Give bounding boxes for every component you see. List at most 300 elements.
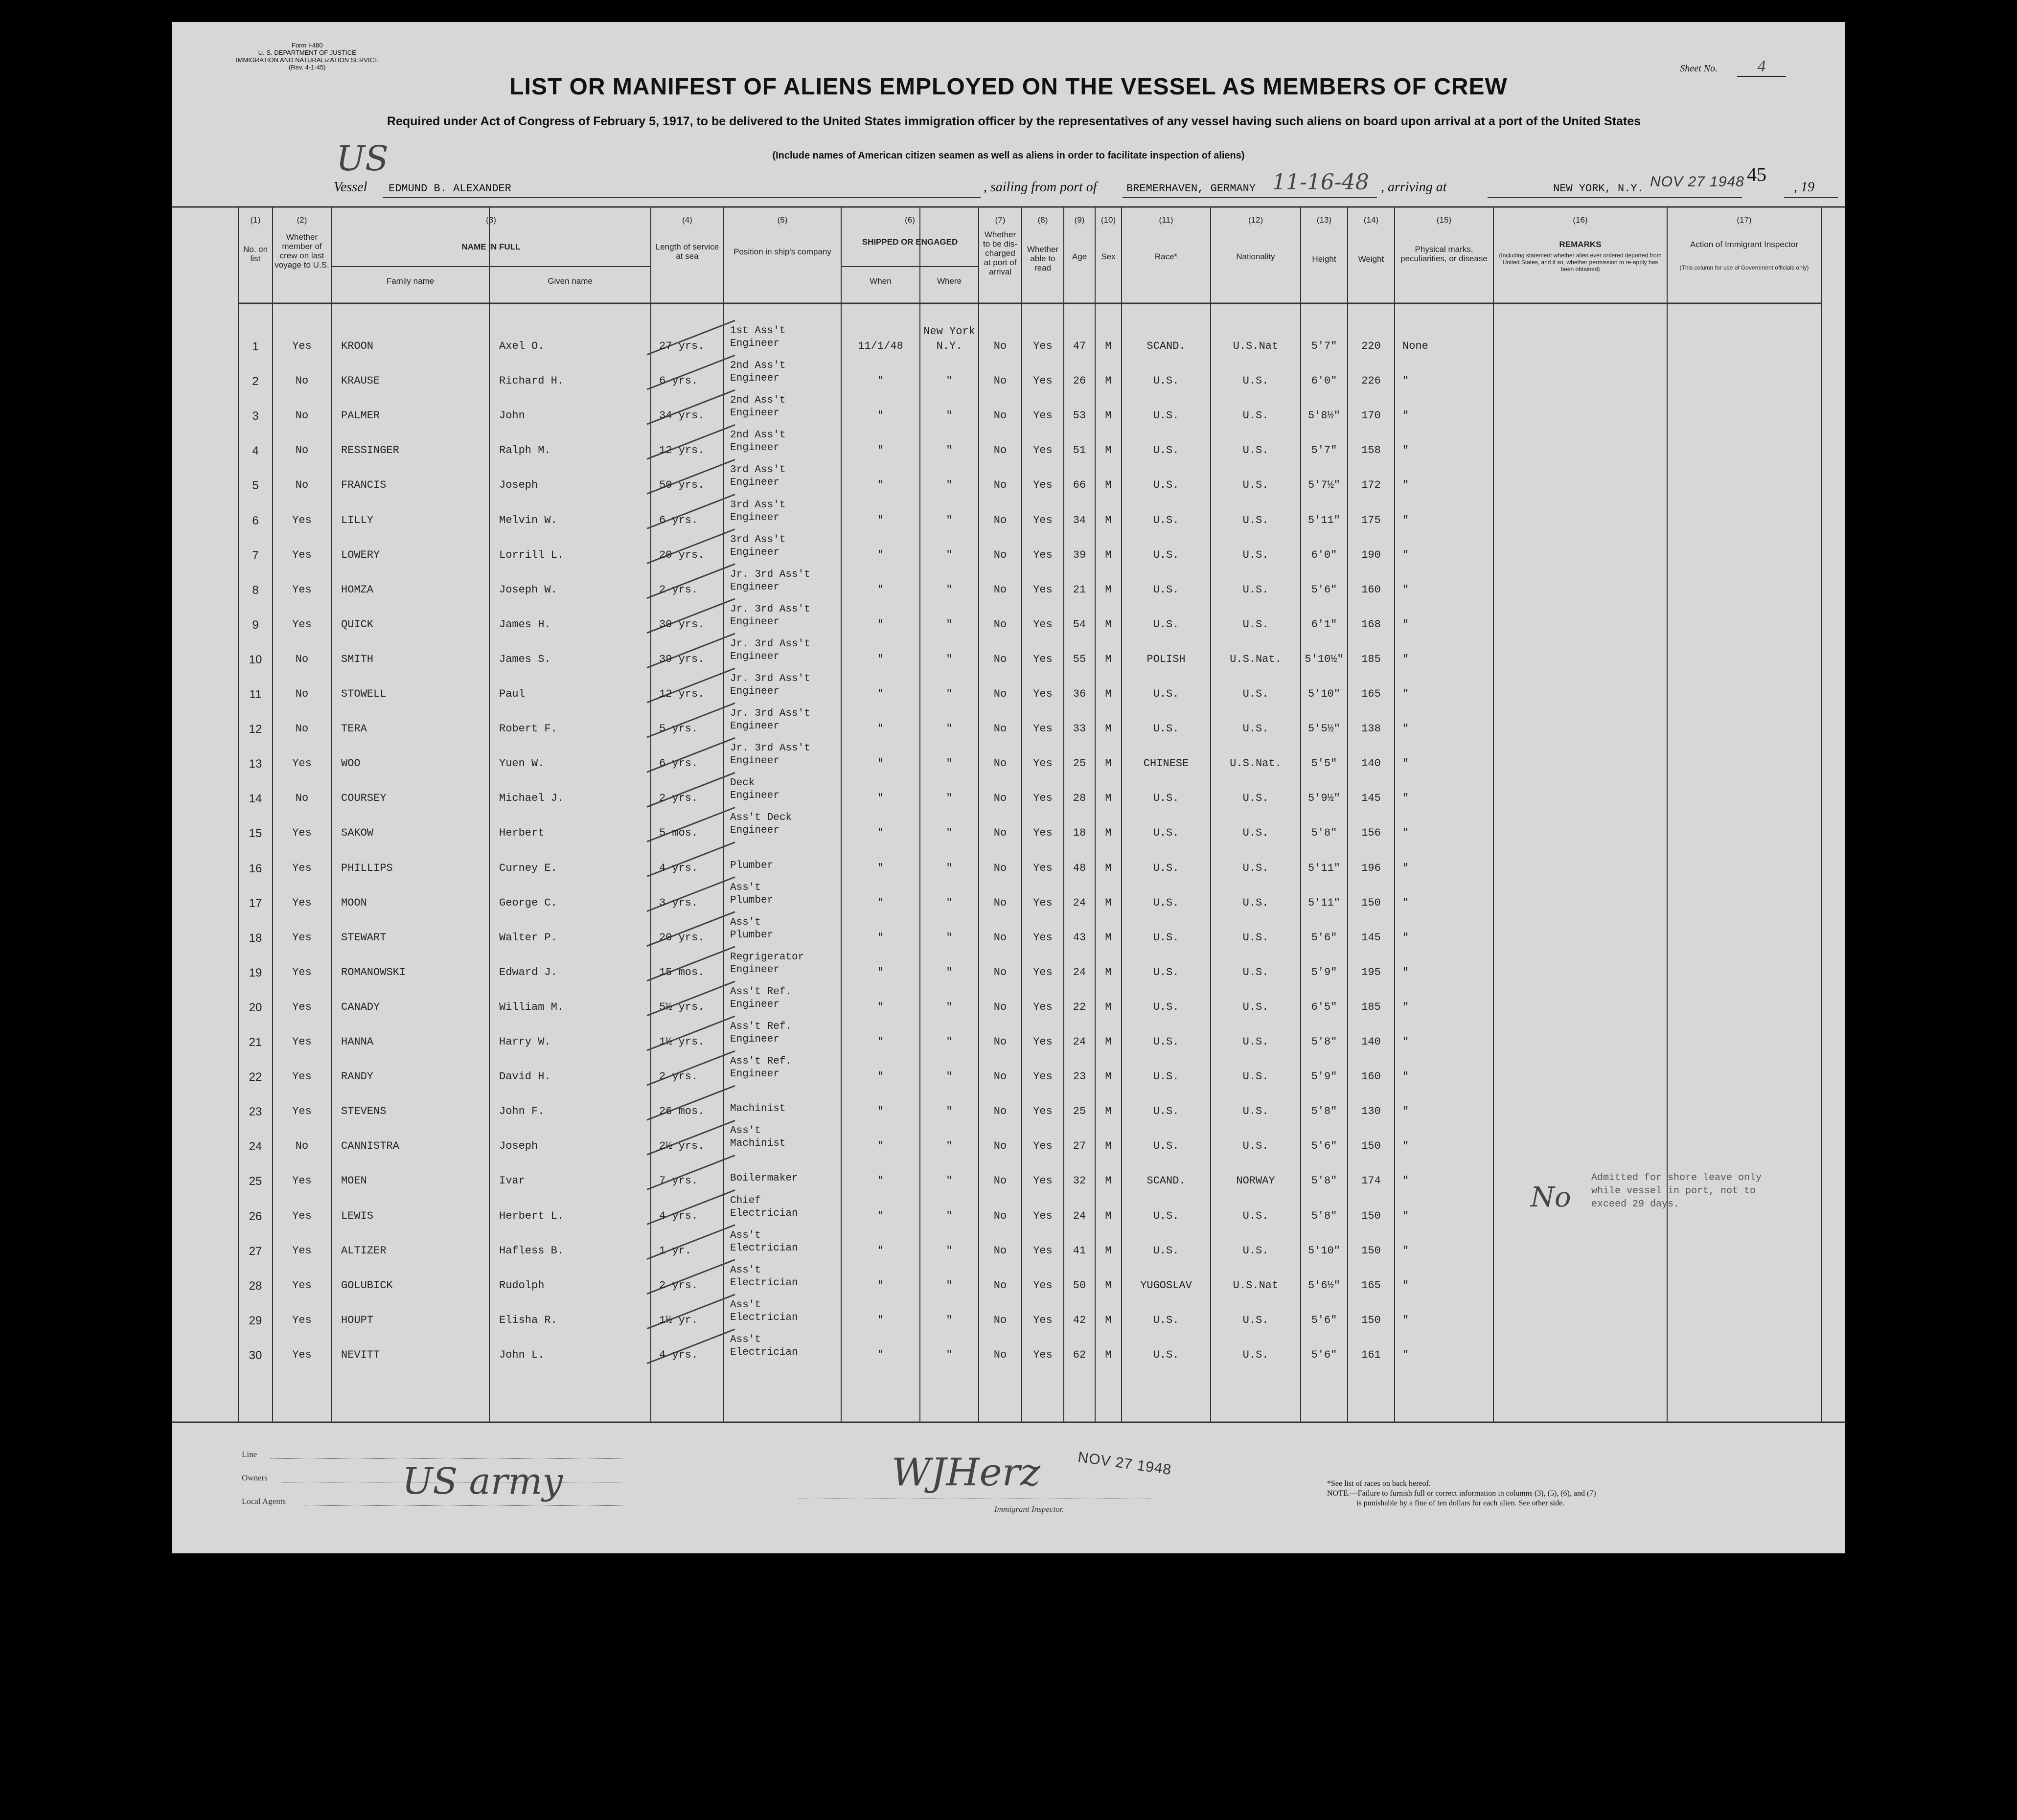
shipped-where-line-1: New York	[923, 325, 975, 338]
vessel-name: EDMUND B. ALEXANDER	[389, 182, 511, 195]
given-name-cell: Herbert	[499, 827, 545, 840]
family-name-cell: SAKOW	[341, 827, 374, 840]
last-voyage-cell: Yes	[292, 618, 312, 631]
weight-cell: 190	[1361, 548, 1381, 561]
sex-cell: M	[1105, 827, 1112, 840]
row-number: 18	[249, 931, 262, 945]
position-line-2: Plumber	[730, 929, 774, 941]
sex-cell: M	[1105, 618, 1112, 631]
position-line-2: Engineer	[730, 1034, 779, 1045]
race-cell: U.S.	[1153, 1209, 1179, 1222]
given-name-cell: George C.	[499, 896, 557, 909]
discharged-cell: No	[993, 479, 1007, 492]
sex-cell: M	[1105, 792, 1112, 805]
physical-marks-cell: "	[1402, 1175, 1409, 1187]
shipped-where-cell: "	[946, 792, 953, 805]
family-name-cell: LILLY	[341, 514, 374, 526]
discharged-cell: No	[993, 827, 1007, 840]
shipped-where-cell: "	[946, 1140, 953, 1153]
shipped-where-cell: "	[946, 1175, 953, 1187]
position-line-1: Ass't Ref.	[730, 1021, 792, 1032]
race-cell: U.S.	[1153, 479, 1179, 492]
position-line-1: 3rd Ass't	[730, 534, 786, 546]
shipped-when-cell: "	[877, 1140, 884, 1153]
age-cell: 25	[1073, 1105, 1086, 1118]
weight-cell: 150	[1361, 896, 1381, 909]
nationality-cell: U.S.	[1242, 896, 1269, 909]
shipped-where-cell: "	[946, 1314, 953, 1326]
position-line-1: Jr. 3rd Ass't	[730, 569, 810, 580]
age-cell: 54	[1073, 618, 1086, 631]
sex-cell: M	[1105, 1348, 1112, 1361]
able-to-read-cell: Yes	[1033, 688, 1053, 700]
underline	[270, 1458, 622, 1459]
position-line-1: Ass't	[730, 1299, 761, 1311]
race-cell: SCAND.	[1146, 1175, 1186, 1187]
family-name-cell: STEVENS	[341, 1105, 387, 1118]
service-cell: 2 yrs.	[659, 792, 698, 805]
last-voyage-cell: Yes	[292, 966, 312, 978]
age-cell: 62	[1073, 1348, 1086, 1361]
column-number: (17)	[1737, 215, 1752, 225]
position-line-1: Ass't	[730, 916, 761, 928]
row-number: 26	[249, 1209, 262, 1223]
physical-marks-cell: None	[1402, 340, 1428, 352]
shipped-where-cell: "	[946, 1209, 953, 1222]
service-cell: 3 yrs.	[659, 896, 698, 909]
discharged-cell: No	[993, 896, 1007, 909]
age-cell: 43	[1073, 931, 1086, 944]
family-name-cell: GOLUBICK	[341, 1279, 393, 1292]
discharged-cell: No	[993, 444, 1007, 457]
row-number: 7	[252, 548, 259, 562]
last-voyage-cell: Yes	[292, 340, 312, 352]
weight-cell: 161	[1361, 1348, 1381, 1361]
shipped-where-cell: "	[946, 827, 953, 840]
sex-cell: M	[1105, 931, 1112, 944]
last-voyage-cell: No	[295, 410, 309, 422]
service-cell: 6 yrs.	[659, 514, 698, 526]
shipped-where-cell: "	[946, 514, 953, 526]
able-to-read-cell: Yes	[1033, 1036, 1053, 1048]
family-name-cell: LEWIS	[341, 1209, 374, 1222]
position-line-2: Machinist	[730, 1103, 786, 1115]
able-to-read-cell: Yes	[1033, 375, 1053, 387]
weight-cell: 172	[1361, 479, 1381, 492]
position-line-1: 2nd Ass't	[730, 360, 786, 372]
race-cell: U.S.	[1153, 514, 1179, 526]
nationality-cell: U.S.	[1242, 966, 1269, 978]
family-name-cell: CANNISTRA	[341, 1140, 399, 1153]
service-cell: 27 yrs.	[659, 340, 705, 352]
weight-cell: 165	[1361, 688, 1381, 700]
able-to-read-cell: Yes	[1033, 1140, 1053, 1153]
service-cell: 2 yrs.	[659, 1070, 698, 1083]
age-cell: 27	[1073, 1140, 1086, 1153]
position-line-2: Engineer	[730, 1069, 779, 1080]
age-cell: 21	[1073, 583, 1086, 596]
column-label: Sex	[1101, 252, 1116, 261]
service-cell: 6 yrs.	[659, 757, 698, 770]
family-name-cell: PALMER	[341, 410, 380, 422]
service-cell: 4 yrs.	[659, 1209, 698, 1222]
height-cell: 6'0"	[1311, 375, 1337, 387]
nationality-cell: U.S.	[1242, 1140, 1269, 1153]
service-cell: 1 yr.	[659, 1244, 692, 1257]
able-to-read-cell: Yes	[1033, 757, 1053, 770]
family-name-cell: LOWERY	[341, 548, 380, 561]
last-voyage-cell: Yes	[292, 1209, 312, 1222]
column-label: Where	[937, 276, 962, 286]
age-cell: 41	[1073, 1244, 1086, 1257]
weight-cell: 150	[1361, 1209, 1381, 1222]
age-cell: 48	[1073, 862, 1086, 874]
position-line-2: Engineer	[730, 999, 779, 1010]
height-cell: 5'9"	[1311, 1070, 1337, 1083]
position-line-1: Ass't	[730, 1125, 761, 1137]
given-name-cell: Ralph M.	[499, 444, 551, 457]
age-cell: 18	[1073, 827, 1086, 840]
physical-marks-cell: "	[1402, 1140, 1409, 1153]
discharged-cell: No	[993, 653, 1007, 665]
page-title: LIST OR MANIFEST OF ALIENS EMPLOYED ON THE VESSEL AS MEMBERS OF CREW	[509, 74, 1508, 100]
height-cell: 5'10½"	[1305, 653, 1344, 665]
position-line-1: Ass't	[730, 882, 761, 893]
discharged-cell: No	[993, 410, 1007, 422]
physical-marks-cell: "	[1402, 444, 1409, 457]
last-voyage-cell: Yes	[292, 1070, 312, 1083]
sex-cell: M	[1105, 653, 1112, 665]
service-cell: 7 yrs.	[659, 1175, 698, 1187]
service-cell: 20 yrs.	[659, 548, 705, 561]
height-cell: 5'6"	[1311, 931, 1337, 944]
shipped-when-cell: "	[877, 618, 884, 631]
shipped-when-cell: "	[877, 792, 884, 805]
punch-hole	[126, 470, 153, 497]
nationality-cell: U.S.	[1242, 688, 1269, 700]
height-cell: 5'6½"	[1307, 1279, 1340, 1292]
height-cell: 5'6"	[1311, 1140, 1337, 1153]
local-agents-label: Local Agents	[242, 1497, 286, 1506]
family-name-cell: QUICK	[341, 618, 374, 631]
page-subtitle: Required under Act of Congress of February 5, 1917, to be delivered to the United States immigration officer by the representatives of any vessel having such aliens on board upon arrival at a port of the United States	[387, 114, 1641, 128]
weight-cell: 196	[1361, 862, 1381, 874]
shipped-when-cell: "	[877, 1209, 884, 1222]
age-cell: 23	[1073, 1070, 1086, 1083]
physical-marks-cell: "	[1402, 653, 1409, 665]
page-note: (Include names of American citizen seamen as well as aliens in order to facilitate inspection of aliens)	[772, 150, 1245, 161]
column-label: Length of service at sea	[655, 242, 719, 261]
nationality-cell: U.S.	[1242, 1314, 1269, 1326]
physical-marks-cell: "	[1402, 1001, 1409, 1013]
height-cell: 5'11"	[1307, 514, 1340, 526]
race-cell: U.S.	[1153, 1105, 1179, 1118]
row-number: 8	[252, 583, 259, 597]
family-name-cell: FRANCIS	[341, 479, 387, 492]
last-voyage-cell: Yes	[292, 1244, 312, 1257]
nationality-cell: U.S.Nat.	[1230, 653, 1282, 665]
sex-cell: M	[1105, 1209, 1112, 1222]
race-cell: U.S.	[1153, 1070, 1179, 1083]
age-cell: 32	[1073, 1175, 1086, 1187]
age-cell: 24	[1073, 1036, 1086, 1048]
last-voyage-cell: Yes	[292, 931, 312, 944]
height-cell: 5'8"	[1311, 1036, 1337, 1048]
shipped-when-cell: "	[877, 862, 884, 874]
column-label: Whether to be dis- charged at port of arrival	[983, 230, 1017, 276]
position-line-2: Plumber	[730, 860, 774, 871]
race-cell: U.S.	[1153, 1001, 1179, 1013]
position-line-2: Engineer	[730, 790, 779, 802]
last-voyage-cell: No	[295, 723, 309, 735]
last-voyage-cell: No	[295, 1140, 309, 1153]
nationality-cell: U.S.	[1242, 1036, 1269, 1048]
column-number: (9)	[1074, 215, 1085, 225]
family-name-cell: STOWELL	[341, 688, 387, 700]
remarks-text: Admitted for shore leave only while vessel in port, not to exceed 29 days.	[1591, 1172, 1762, 1210]
shipped-where-cell: "	[946, 410, 953, 422]
handwritten-mark: US	[336, 138, 389, 179]
weight-cell: 145	[1361, 931, 1381, 944]
race-cell: U.S.	[1153, 1314, 1179, 1326]
inspection-date-stamp: NOV 27 1948	[1077, 1449, 1173, 1479]
sex-cell: M	[1105, 1105, 1112, 1118]
able-to-read-cell: Yes	[1033, 583, 1053, 596]
nationality-cell: U.S.	[1242, 375, 1269, 387]
physical-marks-cell: "	[1402, 1209, 1409, 1222]
remarks-handwriting: No	[1531, 1182, 1571, 1213]
nationality-cell: U.S.	[1242, 723, 1269, 735]
discharged-cell: No	[993, 375, 1007, 387]
row-number: 16	[249, 862, 262, 875]
given-name-cell: Elisha R.	[499, 1314, 557, 1326]
given-name-cell: James S.	[499, 653, 551, 665]
column-number: (5)	[777, 215, 788, 225]
age-cell: 33	[1073, 723, 1086, 735]
shipped-when-cell: "	[877, 1348, 884, 1361]
age-cell: 36	[1073, 688, 1086, 700]
position-line-2: Machinist	[730, 1138, 786, 1150]
weight-cell: 174	[1361, 1175, 1381, 1187]
handwritten-date: 11-16-48	[1272, 170, 1369, 195]
age-cell: 34	[1073, 514, 1086, 526]
footnote: *See list of races on back hereof. NOTE.—Failure to furnish full or correct information in columns (3), (5), (6), and (7) is punishable by a fine of ten dollars for each alien. See other side.	[1327, 1479, 1596, 1507]
physical-marks-cell: "	[1402, 618, 1409, 631]
given-name-cell: Richard H.	[499, 375, 564, 387]
discharged-cell: No	[993, 1036, 1007, 1048]
shipped-where-cell: "	[946, 583, 953, 596]
shipped-where-cell: "	[946, 653, 953, 665]
column-label: Weight	[1358, 254, 1384, 264]
given-name-cell: Paul	[499, 688, 525, 700]
given-name-cell: Lorrill L.	[499, 548, 564, 561]
shipped-when-cell: "	[877, 1175, 884, 1187]
column-number: (13)	[1316, 215, 1332, 225]
nationality-cell: U.S.	[1242, 931, 1269, 944]
service-cell: 20 yrs.	[659, 931, 705, 944]
weight-cell: 170	[1361, 410, 1381, 422]
height-cell: 5'7"	[1311, 340, 1337, 352]
nationality-cell: U.S.	[1242, 410, 1269, 422]
sex-cell: M	[1105, 1244, 1112, 1257]
family-name-cell: NEVITT	[341, 1348, 380, 1361]
service-cell: 4 yrs.	[659, 862, 698, 874]
discharged-cell: No	[993, 792, 1007, 805]
shipped-where-cell: "	[946, 1244, 953, 1257]
owners-label: Owners	[242, 1473, 268, 1482]
given-name-cell: Herbert L.	[499, 1209, 564, 1222]
last-voyage-cell: Yes	[292, 757, 312, 770]
position-line-2: Engineer	[730, 373, 779, 385]
discharged-cell: No	[993, 966, 1007, 978]
weight-cell: 195	[1361, 966, 1381, 978]
last-voyage-cell: No	[295, 479, 309, 492]
weight-cell: 138	[1361, 723, 1381, 735]
position-line-2: Engineer	[730, 686, 779, 697]
physical-marks-cell: "	[1402, 583, 1409, 596]
shipped-when-cell: "	[877, 514, 884, 526]
weight-cell: 220	[1361, 340, 1381, 352]
race-cell: U.S.	[1153, 827, 1179, 840]
race-cell: U.S.	[1153, 688, 1179, 700]
position-line-1: Ass't	[730, 1334, 761, 1345]
able-to-read-cell: Yes	[1033, 1279, 1053, 1292]
position-line-2: Engineer	[730, 651, 779, 662]
last-voyage-cell: No	[295, 688, 309, 700]
race-cell: POLISH	[1146, 653, 1186, 665]
position-line-2: Engineer	[730, 408, 779, 419]
service-cell: 2 yrs.	[659, 1279, 698, 1292]
column-number: (10)	[1100, 215, 1116, 225]
age-cell: 26	[1073, 375, 1086, 387]
height-cell: 5'7"	[1311, 444, 1337, 457]
able-to-read-cell: Yes	[1033, 618, 1053, 631]
able-to-read-cell: Yes	[1033, 653, 1053, 665]
last-voyage-cell: Yes	[292, 1279, 312, 1292]
position-line-2: Electrician	[730, 1242, 798, 1254]
able-to-read-cell: Yes	[1033, 1244, 1053, 1257]
discharged-cell: No	[993, 1070, 1007, 1083]
shipped-when-cell: "	[877, 966, 884, 978]
given-name-cell: Joseph	[499, 479, 538, 492]
position-line-2: Plumber	[730, 894, 774, 906]
weight-cell: 160	[1361, 583, 1381, 596]
punch-hole	[126, 1355, 153, 1383]
sheet-number: Sheet No. 4	[1680, 57, 1786, 77]
height-cell: 5'10"	[1307, 1244, 1340, 1257]
physical-marks-cell: "	[1402, 1279, 1409, 1292]
family-name-cell: SMITH	[341, 653, 374, 665]
position-line-2: Engineer	[730, 546, 779, 558]
discharged-cell: No	[993, 1314, 1007, 1326]
shipped-where-cell: "	[946, 1001, 953, 1013]
last-voyage-cell: Yes	[292, 862, 312, 874]
column-label: Action of Immigrant Inspector	[1690, 240, 1799, 249]
punch-hole	[126, 245, 153, 272]
sex-cell: M	[1105, 1279, 1112, 1292]
last-voyage-cell: Yes	[292, 1001, 312, 1013]
race-cell: U.S.	[1153, 896, 1179, 909]
row-number: 12	[249, 723, 262, 736]
sex-cell: M	[1105, 723, 1112, 735]
position-line-1: Jr. 3rd Ass't	[730, 603, 810, 615]
family-name-cell: MOON	[341, 896, 367, 909]
discharged-cell: No	[993, 1244, 1007, 1257]
discharged-cell: No	[993, 723, 1007, 735]
race-cell: U.S.	[1153, 723, 1179, 735]
column-label: Nationality	[1236, 252, 1275, 261]
page-number: 45	[1747, 163, 1766, 185]
row-number: 28	[249, 1279, 262, 1293]
shipped-when-cell: "	[877, 723, 884, 735]
shipped-when-cell: "	[877, 896, 884, 909]
last-voyage-cell: Yes	[292, 827, 312, 840]
position-line-1: 1st Ass't	[730, 325, 786, 337]
given-name-cell: John	[499, 410, 525, 422]
shipped-where-cell: "	[946, 1036, 953, 1048]
able-to-read-cell: Yes	[1033, 1314, 1053, 1326]
discharged-cell: No	[993, 1348, 1007, 1361]
given-name-cell: Michael J.	[499, 792, 564, 805]
row-number: 23	[249, 1105, 262, 1119]
position-line-1: Ass't Ref.	[730, 986, 792, 998]
shipped-when-cell: "	[877, 1001, 884, 1013]
able-to-read-cell: Yes	[1033, 410, 1053, 422]
physical-marks-cell: "	[1402, 757, 1409, 770]
service-cell: 4 yrs.	[659, 1348, 698, 1361]
race-cell: U.S.	[1153, 1348, 1179, 1361]
shipped-where-cell: "	[946, 1348, 953, 1361]
discharged-cell: No	[993, 618, 1007, 631]
service-cell: 2 yrs.	[659, 583, 698, 596]
position-line-1: Chief	[730, 1195, 761, 1206]
sex-cell: M	[1105, 444, 1112, 457]
able-to-read-cell: Yes	[1033, 444, 1053, 457]
position-line-2: Engineer	[730, 581, 779, 593]
discharged-cell: No	[993, 1140, 1007, 1153]
sex-cell: M	[1105, 375, 1112, 387]
family-name-cell: ALTIZER	[341, 1244, 387, 1257]
family-name-cell: RESSINGER	[341, 444, 399, 457]
column-note: (Including statement whether alien ever ordered deported from United States, and if so, whether permission to re-apply has been obtained)	[1499, 252, 1662, 273]
given-name-cell: Walter P.	[499, 931, 557, 944]
family-name-cell: RANDY	[341, 1070, 374, 1083]
nationality-cell: U.S.	[1242, 792, 1269, 805]
shipped-when-cell: "	[877, 931, 884, 944]
given-name-cell: Yuen W.	[499, 757, 545, 770]
service-cell: 39 yrs.	[659, 653, 705, 665]
race-cell: U.S.	[1153, 410, 1179, 422]
age-cell: 28	[1073, 792, 1086, 805]
height-cell: 5'6"	[1311, 1314, 1337, 1326]
race-cell: U.S.	[1153, 792, 1179, 805]
shipped-when-cell: "	[877, 653, 884, 665]
column-label: When	[870, 276, 892, 286]
last-voyage-cell: No	[295, 444, 309, 457]
able-to-read-cell: Yes	[1033, 792, 1053, 805]
column-number: (2)	[297, 215, 307, 225]
column-label: Race*	[1154, 252, 1178, 261]
sex-cell: M	[1105, 1175, 1112, 1187]
shipped-where-cell: "	[946, 862, 953, 874]
family-name-cell: TERA	[341, 723, 367, 735]
shipped-when-cell: "	[877, 375, 884, 387]
column-number: (7)	[995, 215, 1006, 225]
age-cell: 55	[1073, 653, 1086, 665]
race-cell: U.S.	[1153, 931, 1179, 944]
position-line-2: Boilermaker	[730, 1173, 798, 1184]
column-label: Age	[1072, 252, 1087, 261]
